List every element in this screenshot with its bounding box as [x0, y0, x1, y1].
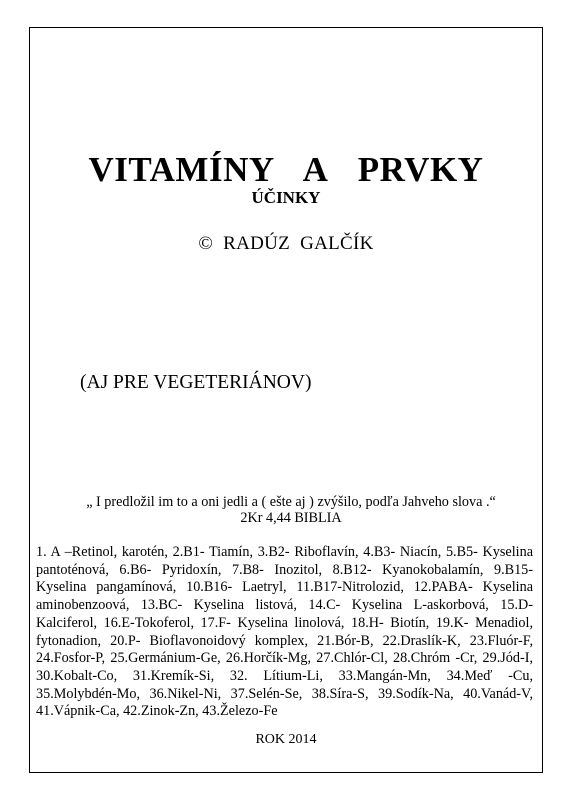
quote-text: „ I predložil im to a oni jedli a ( ešte aj ) zvýšilo, podľa Jahveho slova .“: [86, 494, 496, 510]
document-subtitle: ÚČINKY: [251, 188, 321, 207]
quote-source: 2Kr 4,44 BIBLIA: [240, 510, 342, 526]
document-title: VITAMÍNY A PRVKY: [88, 150, 484, 189]
contents-list: 1. A –Retinol, karotén, 2.B1- Tiamín, 3.B2- Riboflavín, 4.B3- Niacín, 5.B5- Kyselina pantoténová, 6.B6- Pyridoxín, 7.B8- Inozitol, 8.B12- Kyanokobalamín, 9.B15-Kyselina pangamínová, 10.B16- Laetryl, 11.B17-Nitrolozid, 12.PABA- Kyselina aminobenzoová, 13.BC- Kyselina listová, 14.C- Kyselina L-askorbová, 15.D- Kalciferol, 16.E-Tokoferol, 17.F- Kyselina linolová, 18.H- Biotín, 19.K- Menadiol, fytonadion, 20.P- Bioflavonoidový komplex, 21.Bór-B, 22.Draslík-K, 23.Fluór-F, 24.Fosfor-P, 25.Germánium-Ge, 26.Horčík-Mg, 27.Chlór-Cl, 28.Chróm -Cr, 29.Jód-I, 30.Kobalt-Co, 31.Kremík-Si, 32. Lítium-Li, 33.Mangán-Mn, 34.Meď -Cu, 35.Molybdén-Mo, 36.Nikel-Ni, 37.Selén-Se, 38.Síra-S, 39.Sodík-Na, 40.Vanád-V, 41.Vápnik-Ca, 42.Zinok-Zn, 43.Železo-Fe: [36, 544, 533, 720]
bible-quote: [75, 494, 507, 526]
publication-year: ROK 2014: [255, 732, 317, 747]
author-line: © RADÚZ GALČÍK: [198, 233, 374, 254]
vegetarian-note: (AJ PRE VEGETERIÁNOV): [80, 372, 312, 393]
